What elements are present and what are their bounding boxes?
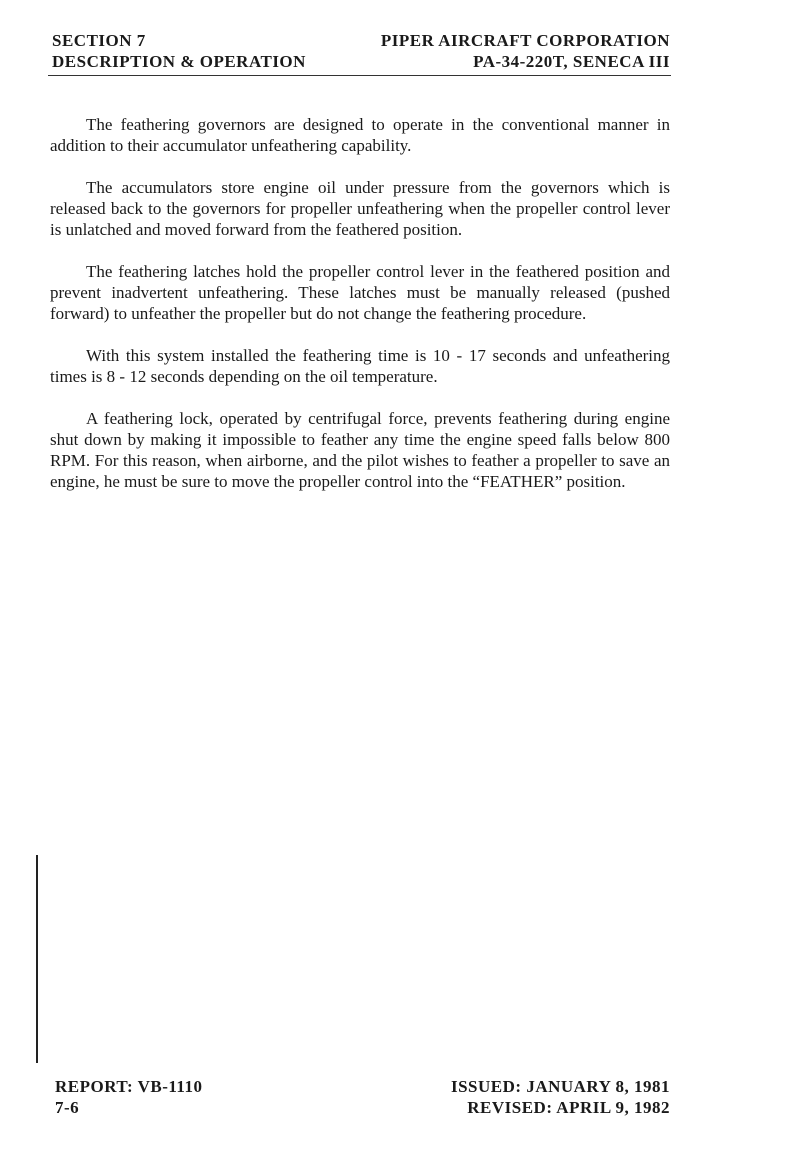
aircraft-model: PA-34-220T, SENECA III (473, 52, 670, 71)
header-divider (48, 75, 671, 76)
page-header (52, 30, 670, 72)
paragraph-feathering-governors: The feathering governors are designed to operate in the conventional manner in addition to their accumulator unfeathering capability. (50, 115, 670, 155)
footer-row-top (55, 1076, 670, 1097)
paragraph-feathering-lock: A feathering lock, operated by centrifugal force, prevents feathering during engine shut down by making it impossible to feather any time the engine speed falls below 800 RPM. For this reason, when airborne, and the pilot wishes to feather a propeller to save an engine, he must be sure to move the propeller control into the “FEATHER” position. (50, 409, 670, 491)
section-label: SECTION 7 (52, 31, 146, 50)
page-body (50, 114, 670, 513)
chapter-title: DESCRIPTION & OPERATION (52, 52, 306, 71)
header-row-top (52, 30, 670, 51)
paragraph-feathering-latches: The feathering latches hold the propeller control lever in the feathered position and prevent inadvertent unfeathering. These latches must be manually released (pushed forward) to unfeather the propeller but do not change the feathering procedure. (50, 262, 670, 323)
revised-date: REVISED: APRIL 9, 1982 (467, 1098, 670, 1117)
revision-bar (36, 855, 38, 1063)
page-number: 7-6 (55, 1098, 80, 1117)
corporation-name: PIPER AIRCRAFT CORPORATION (380, 31, 670, 50)
page-footer (55, 1076, 670, 1118)
paragraph-feathering-time: With this system installed the feathering time is 10 - 17 seconds and unfeathering times is 8 - 12 seconds depending on the oil temperature. (50, 346, 670, 386)
paragraph-accumulators: The accumulators store engine oil under pressure from the governors which is released back to the governors for propeller unfeathering when the propeller control lever is unlatched and moved forward from the feathered position. (50, 178, 670, 239)
header-row-bottom (52, 51, 670, 72)
report-number: REPORT: VB-1110 (55, 1077, 203, 1096)
issued-date: ISSUED: JANUARY 8, 1981 (450, 1077, 670, 1096)
footer-row-bottom (55, 1097, 670, 1118)
